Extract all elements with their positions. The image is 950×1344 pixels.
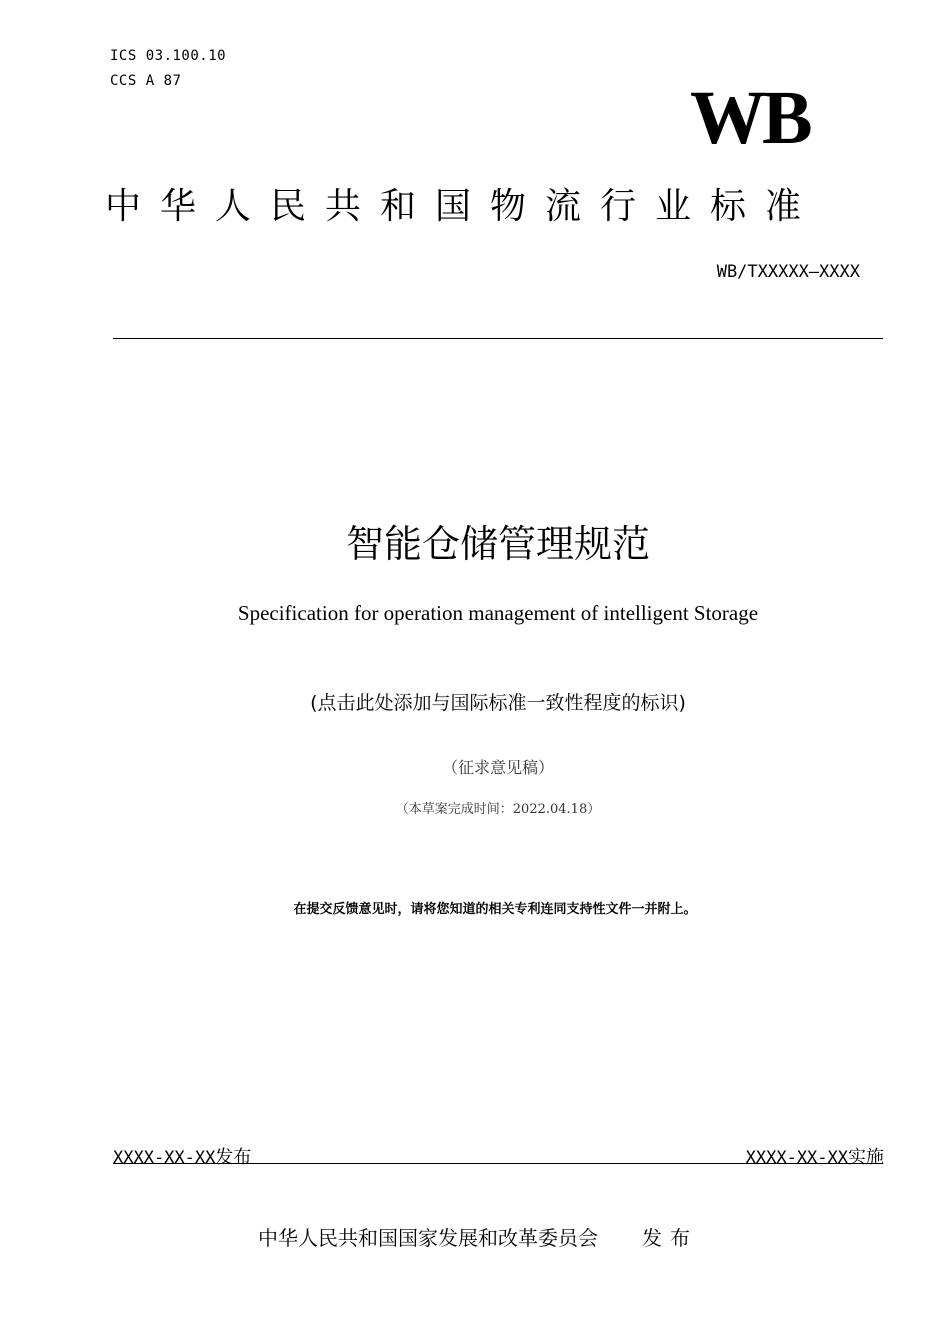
draft-completion-date: （本草案完成时间：2022.04.18） xyxy=(395,802,601,817)
standard-number: WB/TXXXXX—XXXX xyxy=(716,262,860,282)
publisher-name: 中华人民共和国国家发展和改革委员会 xyxy=(258,1226,598,1250)
standard-category-title: 中华人民共和国物流行业标准 xyxy=(105,186,821,227)
issue-date xyxy=(113,1145,251,1171)
ics-code: ICS 03.100.10 xyxy=(110,48,227,64)
issue-date-label: 发布 xyxy=(215,1147,252,1168)
publish-label: 发布 xyxy=(642,1226,698,1250)
header-divider xyxy=(113,338,883,339)
implementation-date xyxy=(746,1145,884,1171)
footer-divider xyxy=(113,1163,883,1164)
draft-stage-label: （征求意见稿） xyxy=(441,758,554,777)
document-title-chinese: 智能仓储管理规范 xyxy=(345,522,650,566)
ccs-code: CCS A 87 xyxy=(110,73,182,89)
publisher-line xyxy=(0,1224,950,1252)
implementation-date-value: XXXX-XX-XX xyxy=(745,1148,848,1168)
issue-date-value: XXXX-XX-XX xyxy=(113,1148,216,1168)
patent-notice: 在提交反馈意见时，请将您知道的相关专利连同支持性文件一并附上。 xyxy=(293,902,697,917)
wb-logo: WB xyxy=(690,76,809,160)
document-title-english: Specification for operation management of intelligent Storage xyxy=(237,601,759,625)
conformance-placeholder: (点击此处添加与国际标准一致性程度的标识) xyxy=(310,692,686,714)
implementation-date-label: 实施 xyxy=(848,1147,884,1168)
